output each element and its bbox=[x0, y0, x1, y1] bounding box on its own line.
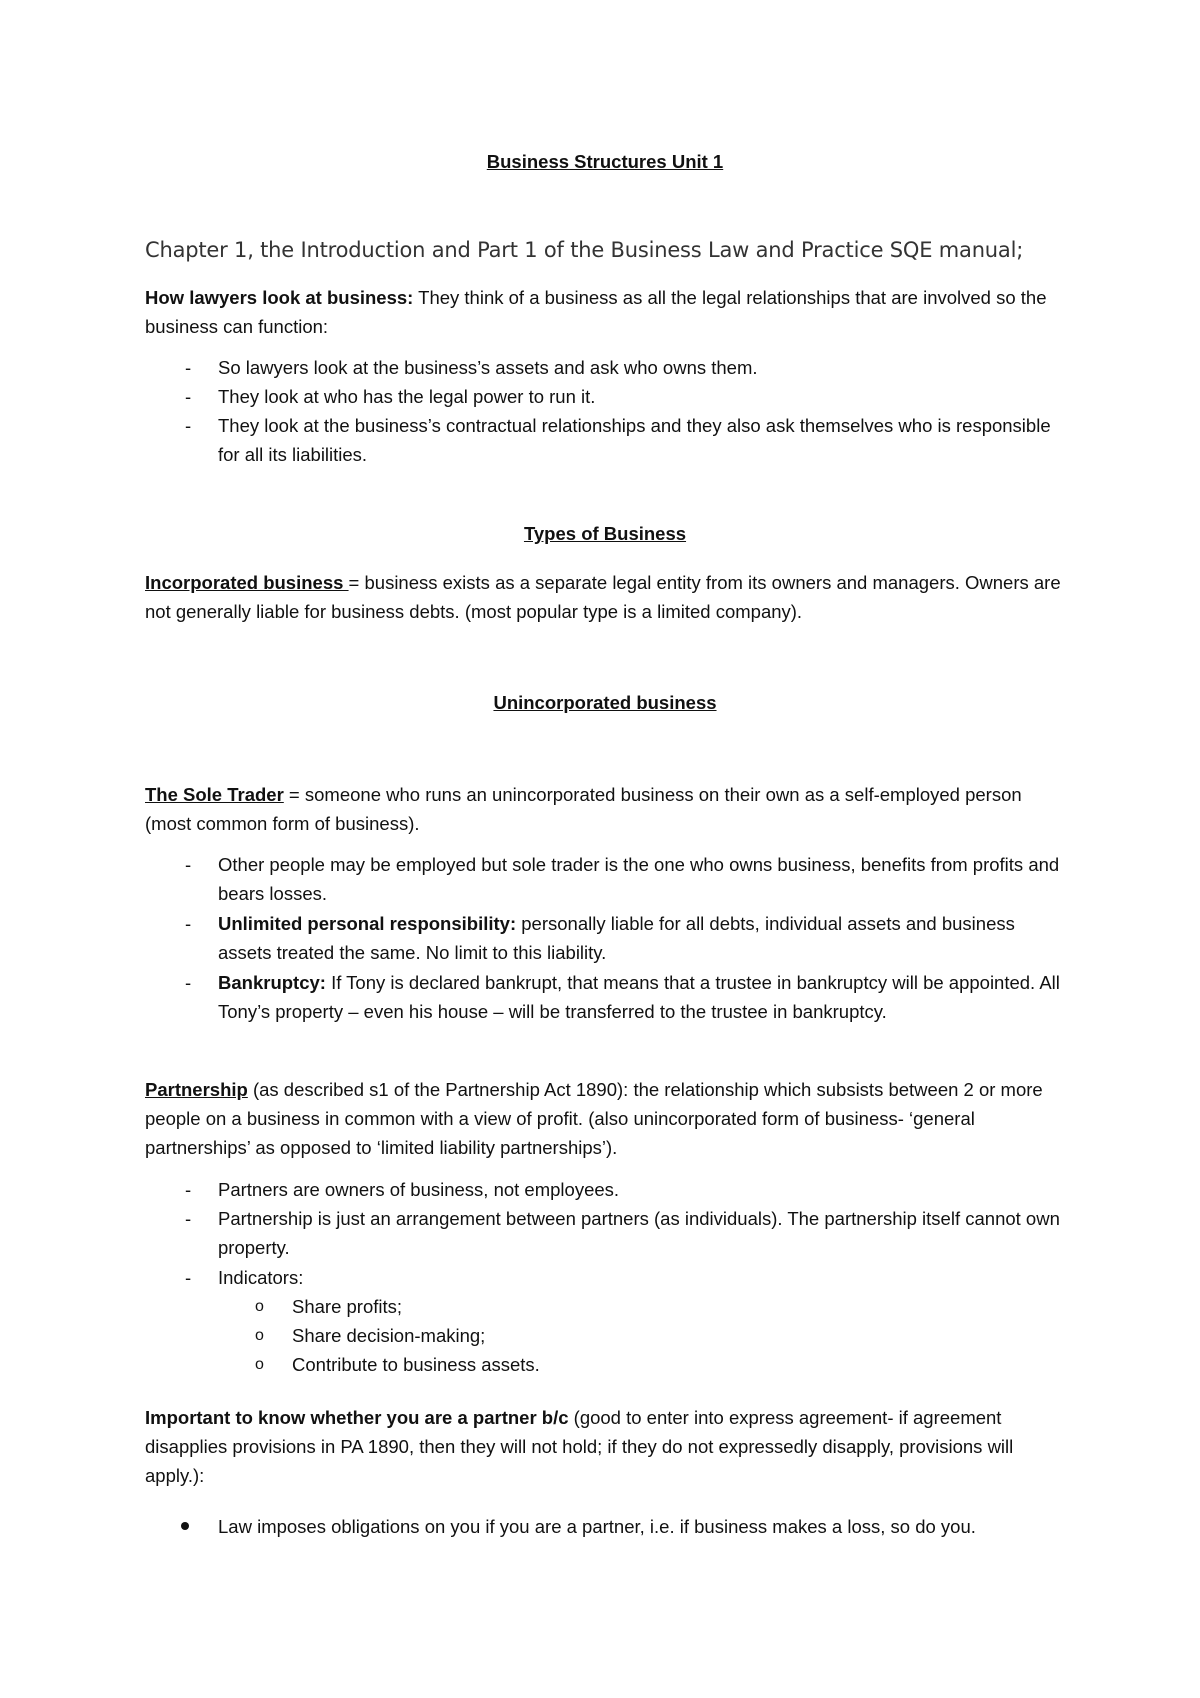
sole-trader-label: The Sole Trader bbox=[145, 784, 284, 805]
lawyers-label: How lawyers look at business: bbox=[145, 287, 414, 308]
sub-list-item-text: Contribute to business assets. bbox=[292, 1354, 540, 1375]
list-item-label: Bankruptcy: bbox=[218, 972, 326, 993]
circle-marker: o bbox=[255, 1327, 264, 1344]
unincorporated-heading: Unincorporated business bbox=[493, 692, 717, 713]
document-title: Business Structures Unit 1 bbox=[486, 151, 724, 172]
incorporated-text: = business exists as a separate legal entity from its owners and managers. Owners are not generally liable for business debts. (most popular type is a limited company). bbox=[145, 572, 1061, 622]
important-label: Important to know whether you are a partner b/c bbox=[145, 1407, 569, 1428]
dash-marker: - bbox=[185, 1267, 192, 1288]
lawyers-paragraph bbox=[145, 283, 1065, 341]
partnership-text: (as described s1 of the Partnership Act 1890): the relationship which subsists between 2 or more people on a business in common with a view of profit. (also unincorporated form of business- ‘general partnerships’ as opposed to ‘limited liability partnerships’). bbox=[145, 1079, 1043, 1158]
dash-marker: - bbox=[185, 386, 192, 407]
important-text: (good to enter into express agreement- if agreement disapplies provisions in PA 1890, then they will not hold; if they do not expressedly disapply, provisions will apply.): bbox=[145, 1407, 1014, 1486]
dash-marker: - bbox=[185, 415, 192, 436]
partnership-paragraph bbox=[145, 1075, 1065, 1162]
list-item-text: They look at who has the legal power to run it. bbox=[218, 386, 596, 407]
list-item-text: If Tony is declared bankrupt, that means that a trustee in bankruptcy will be appointed. All Tony’s property – even his house – will be transferred to the trustee in bankruptcy. bbox=[218, 972, 1060, 1022]
types-heading: Types of Business bbox=[523, 523, 687, 544]
dash-marker: - bbox=[185, 1208, 192, 1229]
dash-marker: - bbox=[185, 357, 192, 378]
dash-marker: - bbox=[185, 854, 192, 875]
bullet-icon bbox=[181, 1522, 189, 1530]
important-paragraph bbox=[145, 1403, 1065, 1490]
sole-trader-paragraph bbox=[145, 780, 1065, 838]
bullet-item-text: Law imposes obligations on you if you are a partner, i.e. if business makes a loss, so do you. bbox=[218, 1516, 976, 1537]
list-item-text: Partnership is just an arrangement between partners (as individuals). The partnership itself cannot own property. bbox=[218, 1208, 1060, 1258]
list-item-text: Other people may be employed but sole trader is the one who owns business, benefits from profits and bears losses. bbox=[218, 854, 1060, 904]
dash-marker: - bbox=[185, 913, 192, 934]
chapter-reference: Chapter 1, the Introduction and Part 1 of the Business Law and Practice SQE manual; bbox=[145, 238, 1024, 262]
dash-marker: - bbox=[185, 972, 192, 993]
list-item-text: Indicators: bbox=[218, 1267, 304, 1288]
partnership-label: Partnership bbox=[145, 1079, 248, 1100]
circle-marker: o bbox=[255, 1298, 264, 1315]
list-item-label: Unlimited personal responsibility: bbox=[218, 913, 517, 934]
sole-trader-text: = someone who runs an unincorporated business on their own as a self-employed person (most common form of business). bbox=[145, 784, 1022, 834]
list-item-text: So lawyers look at the business’s assets and ask who owns them. bbox=[218, 357, 758, 378]
lawyers-text: They think of a business as all the legal relationships that are involved so the business can function: bbox=[145, 287, 1047, 337]
incorporated-paragraph bbox=[145, 568, 1065, 626]
sub-list-item-text: Share decision-making; bbox=[292, 1325, 486, 1346]
circle-marker: o bbox=[255, 1356, 264, 1373]
sub-list-item-text: Share profits; bbox=[292, 1296, 403, 1317]
incorporated-label: Incorporated business bbox=[145, 572, 349, 593]
list-item-text: personally liable for all debts, individual assets and business assets treated the same. No limit to this liability. bbox=[218, 913, 1015, 963]
list-item-text: Partners are owners of business, not employees. bbox=[218, 1179, 620, 1200]
list-item-text: They look at the business’s contractual relationships and they also ask themselves who is responsible for all its liabilities. bbox=[218, 415, 1051, 465]
dash-marker: - bbox=[185, 1179, 192, 1200]
